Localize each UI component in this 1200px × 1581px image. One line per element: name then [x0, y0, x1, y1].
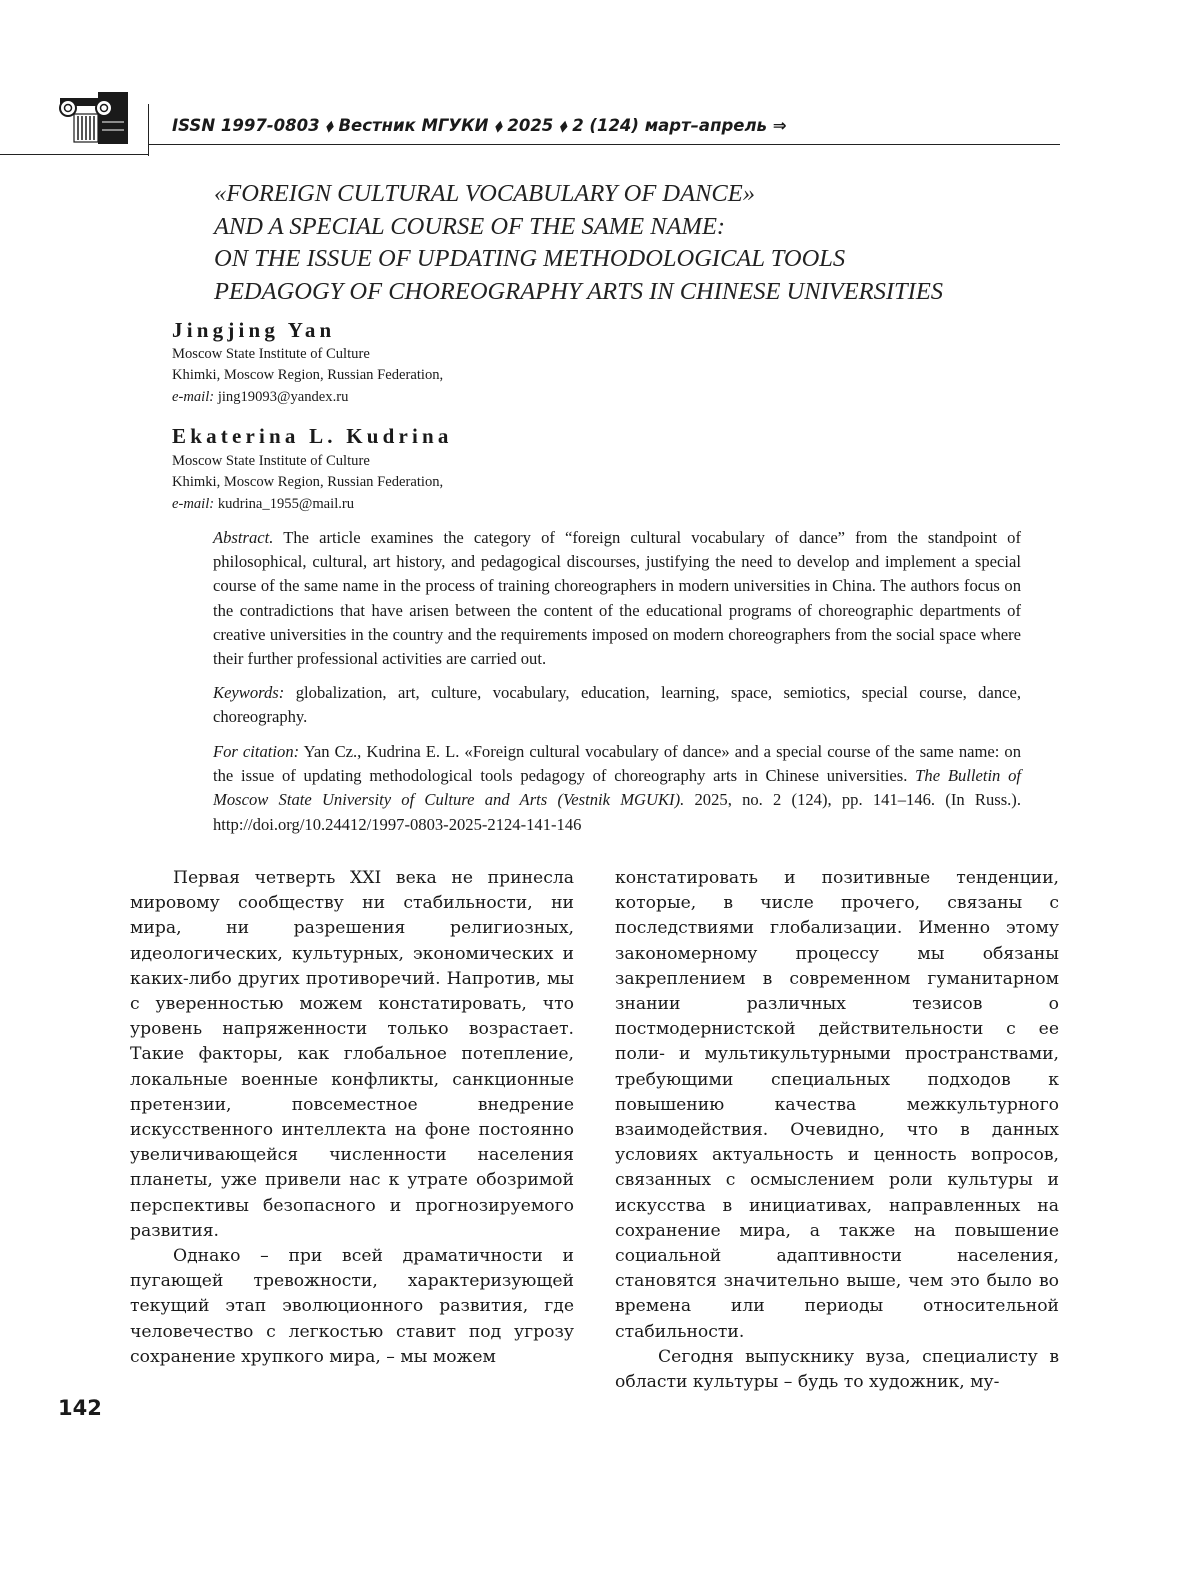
email-label: e-mail: — [172, 388, 215, 405]
journal-header: ISSN 1997-0803 ⬧ Вестник МГУКИ ⬧ 2025 ⬧ 2 (124) март–апрель ⇒ — [172, 116, 787, 135]
body-paragraph: Первая четверть XXI века не принесла мировому сообществу ни стабильности, ни мира, ни разрешения религиозных, идеологических, культурных, экономических и каких-либо других противоречий. Напротив, мы с уверенностью можем констатировать, что уровень напряженности только возрастает. Такие факторы, как глобальное потепление, локальные военные конфликты, санкционные претензии, повсеместное внедрение искусственного интеллекта на фоне постоянно увеличивающейся численности населения планеты, уже привели нас к утрате обозримой перспективы безопасного и прогнозируемого развития. — [130, 868, 574, 1241]
body-column-right — [615, 866, 1059, 1395]
title-line: AND A SPECIAL COURSE OF THE SAME NAME: — [214, 212, 726, 240]
citation-details[interactable]: 2025, no. 2 (124), pp. 141–146. (In Russ.). http://doi.org/10.24412/1997-0803-2025-2124-141-146 — [213, 790, 1021, 834]
citation-text: Yan Cz., Kudrina E. L. «Foreign cultural vocabulary of dance» and a special course of the same name: on the issue of updating methodological tools pedagogy of choreography arts in Chinese universities. — [213, 742, 1021, 786]
author-name: Ekaterina L. Kudrina — [172, 424, 453, 448]
body-paragraph: Сегодня выпускнику вуза, специалисту в области культуры – будь то художник, му- — [615, 1346, 1059, 1393]
title-line: PEDAGOGY OF CHOREOGRAPHY ARTS IN CHINESE UNIVERSITIES — [214, 277, 944, 305]
author-name: Jingjing Yan — [172, 318, 336, 342]
abstract-label: Abstract. — [213, 528, 274, 547]
keywords-text: globalization, art, culture, vocabulary, education, learning, space, semiotics, special course, dance, choreography. — [213, 683, 1021, 727]
author-affiliation — [172, 344, 443, 408]
header-rule — [148, 144, 1060, 145]
abstract — [213, 526, 1021, 671]
header-left-rule — [0, 154, 148, 155]
author-email-line — [172, 387, 443, 408]
abstract-text: The article examines the category of “foreign cultural vocabulary of dance” from the standpoint of philosophical, cultural, art history, and pedagogical discourses, justifying the need to develop and implement a special course of the same name in the process of training choreographers in modern universities in China. The authors focus on the contradictions that have arisen between the content of the educational programs of choreographic departments of creative universities in the country and the requirements imposed on modern choreographers from the social space where their further professional activities are carried out. — [213, 528, 1021, 669]
title-line: «FOREIGN CULTURAL VOCABULARY OF DANCE» — [214, 180, 755, 207]
author-affiliation — [172, 451, 443, 515]
author-institution: Moscow State Institute of Culture — [172, 346, 370, 362]
body-paragraph: Однако – при всей драматичности и пугающей тревожности, характеризующей текущий этап эволюционного развития, где человечество с легкостью ставит под угрозу сохранение хрупкого мира, – мы можем — [130, 1246, 574, 1367]
author-institution: Moscow State Institute of Culture — [172, 453, 370, 469]
journal-logo-icon — [58, 92, 128, 144]
citation-label: For citation: — [213, 742, 300, 761]
citation — [213, 740, 1021, 837]
article-title — [214, 178, 1114, 308]
author-email[interactable]: kudrina_1955@mail.ru — [217, 495, 355, 512]
keywords — [213, 681, 1021, 729]
page-number: 142 — [58, 1396, 102, 1420]
title-line: ON THE ISSUE OF UPDATING METHODOLOGICAL TOOLS — [214, 245, 846, 272]
body-column-left — [130, 866, 574, 1370]
author-location: Khimki, Moscow Region, Russian Federation, — [172, 474, 444, 491]
email-label: e-mail: — [172, 495, 215, 512]
body-paragraph: констатировать и позитивные тенденции, которые, в числе прочего, связаны с последствиями глобализации. Именно этому закономерному процессу мы обязаны закреплением в современном гуманитарном знании различных тезисов о постмодернистской действительности с ее поли- и мультикультурными пространствами, требующими специальных подходов к повышению качества межкультурного взаимодействия. Очевидно, что в данных условиях актуальность и ценность вопросов, связанных с осмыслением роли культуры и искусства в инициативах, направленных на сохранение мира, а также на повышение социальной адаптивности населения, становятся значительно выше, чем это было во времена или периоды относительной стабильности. — [615, 868, 1059, 1342]
author-email[interactable]: jing19093@yandex.ru — [217, 388, 349, 405]
author-location: Khimki, Moscow Region, Russian Federation, — [172, 367, 444, 384]
citation-journal: The Bulletin of Moscow State University of Culture and Arts (Vestnik MGUKI). — [213, 766, 1022, 810]
author-email-line — [172, 494, 443, 515]
header-vertical-rule — [148, 104, 149, 156]
keywords-label: Keywords: — [213, 683, 285, 702]
